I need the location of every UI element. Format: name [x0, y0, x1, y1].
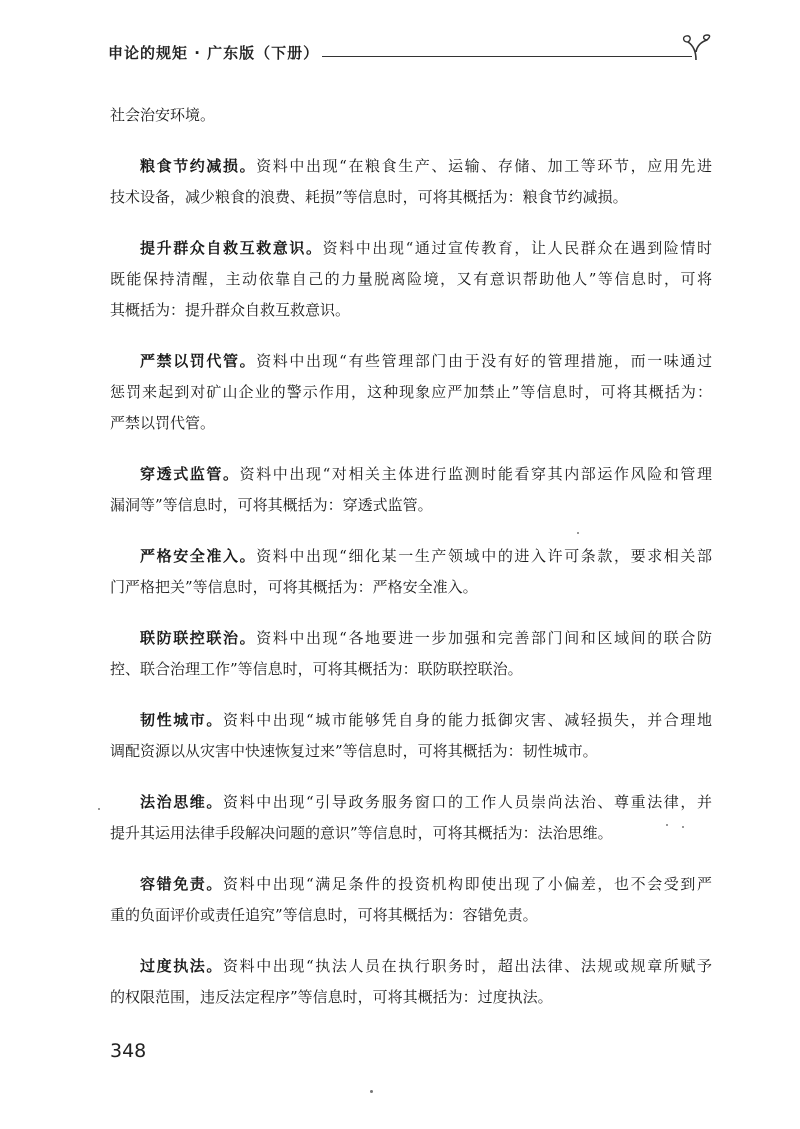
entry-paragraph — [110, 623, 712, 685]
entry-paragraph — [110, 459, 712, 521]
sprout-icon — [680, 34, 712, 62]
paragraph-line — [110, 654, 712, 685]
paragraph-line — [110, 982, 712, 1013]
entry-paragraph — [110, 951, 712, 1013]
paragraph-line — [110, 869, 712, 900]
entry-paragraph — [110, 869, 712, 931]
paragraph-line — [110, 346, 712, 377]
entry-text: 资料中出现“引导政务服务窗口的工作人员崇尚法治、尊重法律，并 — [223, 793, 712, 811]
running-header — [108, 38, 712, 70]
paragraph-line — [110, 490, 712, 521]
entry-text: 资料中出现“对相关主体进行监测时能看穿其内部运作风险和管理 — [239, 465, 712, 483]
paragraph-line — [110, 233, 712, 264]
entry-paragraph — [110, 787, 712, 849]
entry-text: 严禁以罚代管。 — [110, 414, 216, 432]
scan-speck — [370, 1090, 373, 1093]
paragraph-line — [110, 459, 712, 490]
entry-term: 粮食节约减损。 — [140, 157, 257, 175]
entry-text: 资料中出现“城市能够凭自身的能力抵御灾害、减轻损失，并合理地 — [223, 711, 712, 729]
scan-speck — [682, 826, 684, 828]
paragraph-line: 社会治安环境。 — [110, 106, 216, 124]
entry-paragraph — [110, 151, 712, 213]
entry-term: 容错免责。 — [140, 875, 223, 893]
entry-term: 联防联控联治。 — [140, 629, 257, 647]
entry-text: 资料中出现“通过宣传教育，让人民群众在遇到险情时 — [322, 239, 712, 257]
entry-paragraph — [110, 346, 712, 439]
entry-term: 严禁以罚代管。 — [140, 352, 257, 370]
entry-text: 提升其运用法律手段解决问题的意识”等信息时，可将其概括为：法治思维。 — [110, 824, 613, 842]
paragraph-line — [110, 408, 712, 439]
paragraph-line — [110, 572, 712, 603]
entry-text: 漏洞等”等信息时，可将其概括为：穿透式监管。 — [110, 496, 433, 514]
paragraph-line — [110, 264, 712, 295]
paragraph-line — [110, 151, 712, 182]
paragraph-line — [110, 736, 712, 767]
page-body — [110, 100, 712, 1033]
paragraph-line — [110, 818, 712, 849]
entry-text: 资料中出现“细化某一生产领域中的进入许可条款，要求相关部 — [256, 547, 712, 565]
scan-speck — [666, 824, 668, 826]
entry-text: 控、联合治理工作”等信息时，可将其概括为：联防联控联治。 — [110, 660, 523, 678]
entry-text: 资料中出现“有些管理部门由于没有好的管理措施，而一味通过 — [256, 352, 712, 370]
entry-list — [110, 151, 712, 1013]
paragraph-line — [110, 787, 712, 818]
entry-text: 资料中出现“在粮食生产、运输、存储、加工等环节，应用先进 — [256, 157, 712, 175]
paragraph-line — [110, 623, 712, 654]
entry-text: 资料中出现“各地要进一步加强和完善部门间和区域间的联合防 — [256, 629, 712, 647]
paragraph-line — [110, 705, 712, 736]
entry-paragraph — [110, 541, 712, 603]
paragraph-line — [110, 951, 712, 982]
entry-text: 其概括为：提升群众自救互救意识。 — [110, 301, 351, 319]
scan-speck — [98, 808, 100, 810]
header-rule — [322, 56, 692, 57]
paragraph-line — [110, 295, 712, 326]
entry-term: 过度执法。 — [140, 957, 223, 975]
entry-term: 法治思维。 — [140, 793, 223, 811]
page-number: 348 — [110, 1040, 147, 1062]
intro-paragraph — [110, 100, 712, 131]
entry-text: 资料中出现“执法人员在执行职务时，超出法律、法规或规章所赋予 — [223, 957, 712, 975]
entry-paragraph — [110, 233, 712, 326]
entry-term: 严格安全准入。 — [140, 547, 257, 565]
entry-paragraph — [110, 705, 712, 767]
scan-speck — [577, 532, 579, 534]
entry-text: 调配资源以从灾害中快速恢复过来”等信息时，可将其概括为：韧性城市。 — [110, 742, 598, 760]
header-title: 申论的规矩 · 广东版（下册） — [108, 44, 320, 62]
paragraph-line — [110, 900, 712, 931]
entry-text: 资料中出现“满足条件的投资机构即使出现了小偏差，也不会受到严 — [223, 875, 712, 893]
entry-term: 穿透式监管。 — [140, 465, 240, 483]
paragraph-line — [110, 541, 712, 572]
entry-term: 提升群众自救互救意识。 — [140, 239, 323, 257]
entry-term: 韧性城市。 — [140, 711, 223, 729]
entry-text: 技术设备，减少粮食的浪费、耗损”等信息时，可将其概括为：粮食节约减损。 — [110, 188, 628, 206]
entry-text: 重的负面评价或责任追究”等信息时，可将其概括为：容错免责。 — [110, 906, 538, 924]
entry-text: 门严格把关”等信息时，可将其概括为：严格安全准入。 — [110, 578, 478, 596]
paragraph-line — [110, 377, 712, 408]
entry-text: 惩罚来起到对矿山企业的警示作用，这种现象应严加禁止”等信息时，可将其概括为： — [110, 383, 712, 401]
entry-text: 既能保持清醒，主动依靠自己的力量脱离险境，又有意识帮助他人”等信息时，可将 — [110, 270, 712, 288]
entry-text: 的权限范围，违反法定程序”等信息时，可将其概括为：过度执法。 — [110, 988, 553, 1006]
paragraph-line — [110, 182, 712, 213]
